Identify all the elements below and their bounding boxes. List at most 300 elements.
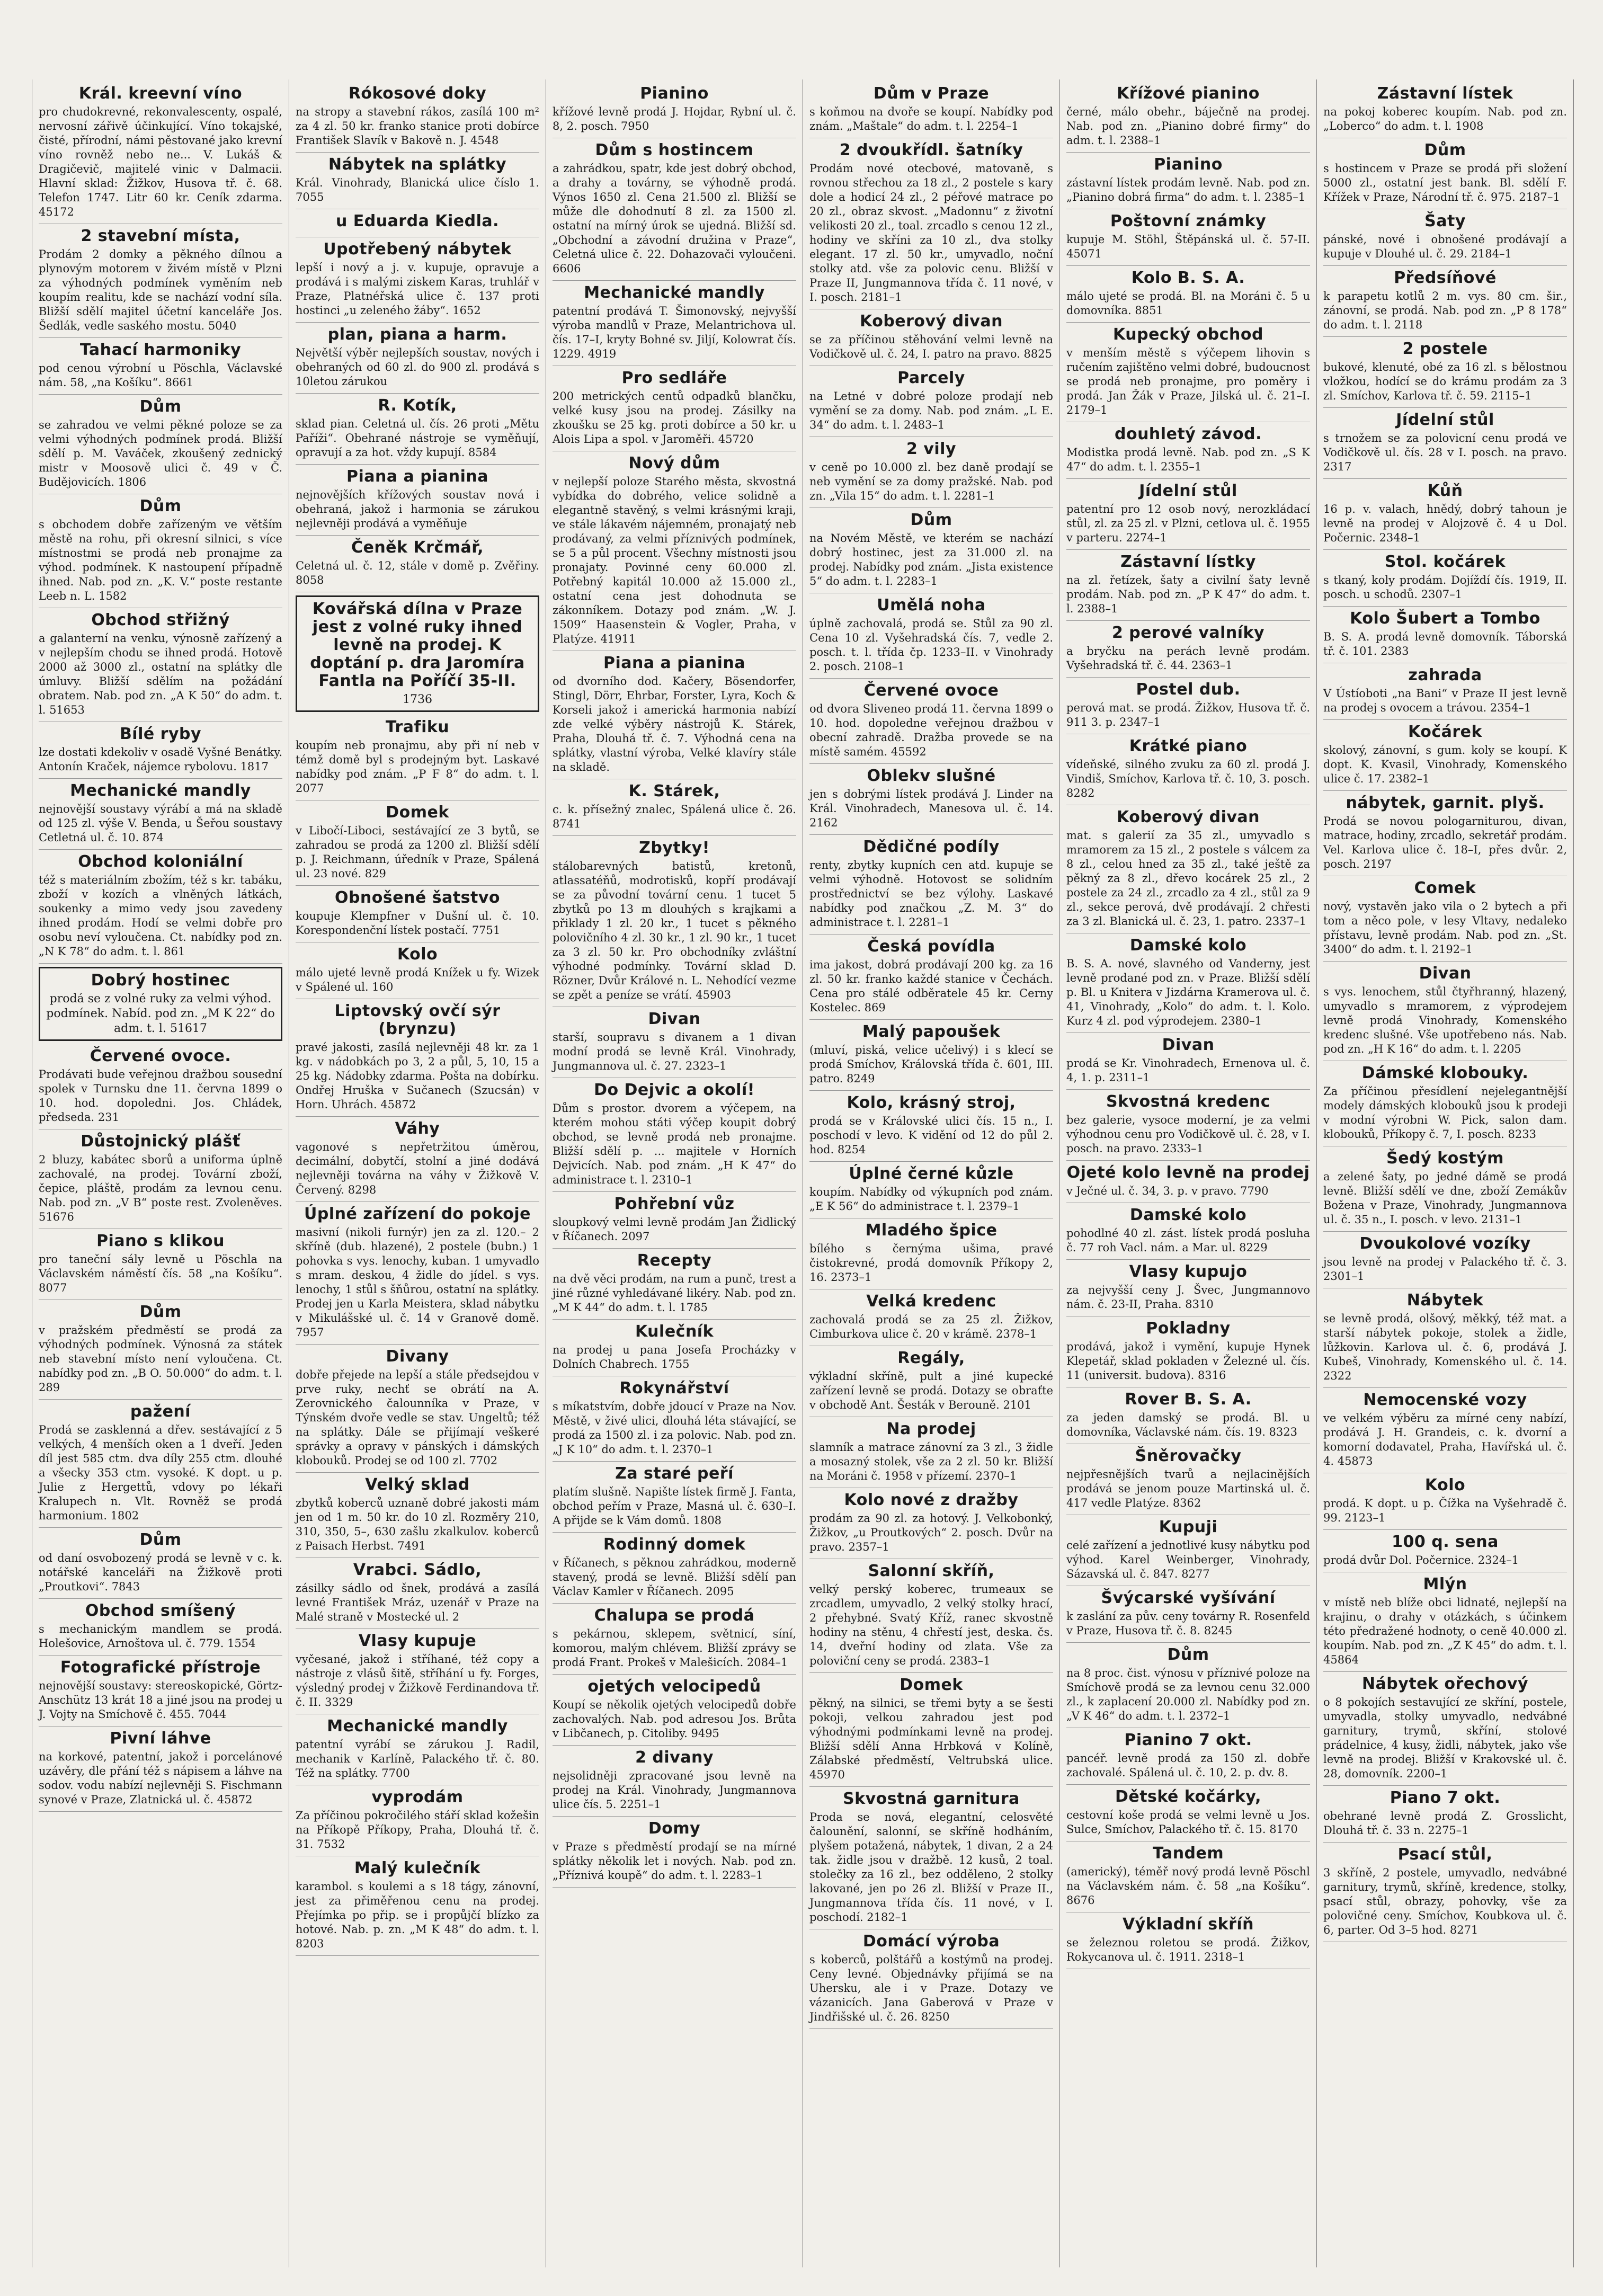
classified-ad: [809, 593, 1053, 679]
ad-heading: pažení: [130, 1402, 191, 1421]
classified-ad: [809, 679, 1053, 764]
ad-text: nejnovější soustavy výrábí a má na skladě od 125 zl. výše V. Benda, u Šeřou soustavy Cetletná ul. č. 10. 874: [39, 803, 282, 844]
ad-text: v menším městě s výčepem lihovin s ručením zajištěno velmi dobré, budoucnost se prodá neb pronajme, pro poměry i prodá. Jan Žák v Praze, Jilská ul. č. 21–I. 2179–1: [1066, 346, 1310, 416]
classified-ad: [1066, 1586, 1310, 1643]
ad-text: křížové levně prodá J. Hojdar, Rybní ul. č. 8, 2. posch. 7950: [553, 105, 796, 132]
ad-heading: Tahací harmoniky: [79, 341, 242, 359]
ad-text: lze dostati kdekoliv v osadě Vyšné Benátky. Antonín Kraček, nájemce rybolovu. 1817: [39, 746, 282, 773]
ad-heading: Vlasy kupuje: [358, 1632, 477, 1650]
ad-heading: Úplné zařízení do pokoje: [304, 1205, 531, 1223]
classified-ad: [809, 309, 1053, 366]
classified-ad: [1066, 1260, 1310, 1316]
ad-text: málo ujeté se prodá. Bl. na Moráni č. 5 u domovníka. 8851: [1066, 290, 1310, 317]
ad-text: sklad pian. Celetná ul. čís. 26 proti „Mětu Paříži“. Obehrané nástroje se vyměňují, opravují a za hot. vždy kupují. 8584: [296, 417, 539, 459]
classified-ad: [809, 1929, 1053, 2029]
ad-heading: Dobrý hostinec: [91, 971, 230, 990]
ad-heading: Divany: [386, 1347, 449, 1366]
ad-heading: Mlýn: [1423, 1575, 1467, 1594]
ad-text: patentní vyrábí se zárukou J. Radil, mechanik v Karlíně, Palackého tř. č. 80. Též na splátky. 7700: [296, 1738, 539, 1779]
ad-text: bukové, klenuté, obé za 16 zl. s bělostnou vložkou, hodící se do krámu prodám za 3 zl. Smíchov, Karlova tř. č. 59. 2115–1: [1323, 361, 1567, 402]
classified-ad: [296, 715, 539, 800]
classified-ad: [553, 138, 796, 281]
ad-text: na zl. řetízek, šaty a civilní šaty levně prodám. Nab. pod zn. „P K 47“ do adm. t. l. 2388–1: [1066, 574, 1310, 615]
classified-ad: [39, 1656, 282, 1727]
classified-ad: [296, 153, 539, 209]
classified-ad: [1066, 1203, 1310, 1260]
classified-ad: [1323, 962, 1567, 1061]
ad-heading: Kočárek: [1408, 723, 1482, 741]
ad-heading: Psací stůl,: [1397, 1845, 1493, 1864]
classified-ad: [1066, 678, 1310, 734]
classified-ad: [1066, 82, 1310, 153]
ad-text: s vys. lenochem, stůl čtyřhranný, hlazený, umyvadlo s mramorem, z výprodejem levně prodá Vinohrady, Komenského kredenc slušné. Vše upotřebeno nás. Nab. pod zn. „H K 16“ do adm. t. l. 2205: [1323, 985, 1567, 1055]
ad-heading: Jídelní stůl: [1396, 411, 1494, 429]
ad-heading: Dvoukolové vozíky: [1359, 1234, 1531, 1253]
ad-heading: 100 q. sena: [1392, 1533, 1499, 1551]
ad-text: Prodám nové otecbové, matovaně, s rovnou střechou za 18 zl., 2 postele s kary dole a hodicí 24 zl., 2 péřové matrace po 20 zl., obraz skvost. „Madonnu“ z životní velikosti 20 zl., toal. zrcadlo s cenou 12 zl., hodiny ve skříni za 10 zl., dva stolky elegant. 17 zl. 50 kr., umyvadlo, noční stolky atd. vše za polovic cenu. Bližší v Praze II, Jungmannova třída č. 11 nové, v I. posch. 2181–1: [809, 162, 1053, 304]
ad-heading: Umělá noha: [877, 596, 986, 615]
ad-heading: Dům: [139, 397, 182, 416]
classified-ad: [1323, 720, 1567, 791]
ad-text: s koňmou na dvoře se koupí. Nabídky pod znám. „Maštale“ do adm. t. l. 2254–1: [809, 105, 1053, 132]
classified-ad: [1066, 1033, 1310, 1090]
classified-ad: [1066, 1316, 1310, 1387]
ad-heading: Dámské klobouky.: [1361, 1064, 1529, 1082]
ad-heading: Divan: [1162, 1036, 1215, 1054]
ad-heading: Obnošené šatstvo: [334, 888, 501, 907]
classified-ad: [553, 1078, 796, 1192]
ad-text: nejpřesnějších tvarů a nejlacinějších prodává se jenom pouze Martinská ul. č. 417 vedle Platýze. 8362: [1066, 1468, 1310, 1509]
classified-column: [546, 79, 803, 2267]
ad-heading: Kolo: [397, 945, 438, 964]
ad-heading: zahrada: [1408, 666, 1482, 684]
ad-text: prodá se z volné ruky za velmi výhod. podmínek. Nabíd. pod zn. „M K 22“ do adm. t. l. 51617: [46, 992, 275, 1035]
classified-ad: [1323, 607, 1567, 663]
ad-text: na prodej u pana Josefa Procházky v Dolních Chabrech. 1755: [553, 1343, 796, 1371]
ad-text: na Novém Městě, ve kterém se nachází dobrý hostinec, jest za 31.000 zl. na prodej. Nabídky pod znám. „Jista existence 5“ do adm. t. l. 2283–1: [809, 532, 1053, 588]
ad-heading: Salonní skříň,: [868, 1562, 995, 1580]
classified-ad: [39, 338, 282, 395]
classified-column: [1060, 79, 1317, 2267]
classified-ad: [1066, 209, 1310, 266]
ad-heading: Zbytky!: [639, 839, 710, 857]
classified-ad: [39, 494, 282, 608]
ad-text: platím slušně. Napište lístek firmě J. Fanta, obchod peřím v Praze, Masná ul. č. 630–I. A přijde se k Vám domů. 1808: [553, 1485, 796, 1527]
ad-text: Prodám 2 domky a pěkného dílnou a plynovým motorem v živém místě v Plzni za výhodných podmínek vyměním neb koupím realitu, kde se nachází vodní síla. Bližší sdělí majitel účetní kanceláře Jos. Šedlák, vedle saského mostu. 5040: [39, 248, 282, 332]
ad-text: od daní osvobozený prodá se levně v c. k. notářské kanceláři na Žižkově proti „Proutkovi“. 7843: [39, 1552, 282, 1593]
ad-heading: Kovářská dílna v Praze jest z volné ruky ihned levně na prodej. K doptání p. dra Jaromíra Fantla na Poříčí 35-II.: [310, 600, 525, 690]
ad-heading: Kolo B. S. A.: [1131, 269, 1245, 287]
classified-ad: [296, 1629, 539, 1714]
classified-ad: [1066, 734, 1310, 805]
ad-text: Prodá se novou pologarniturou, divan, matrace, hodiny, zrcadlo, sekretář prodám. Vel. Karlova ulice č. 18–I, přes dvůr. 2, posch. 2197: [1323, 815, 1567, 870]
ad-text: stálobarevných batistů, kretonů, atlassatéňů, modrotisků, kopří prodávají se za původní tovární cenu. 1 tucet 5 zbytků po 13 m dlouhých s krajkami a přiklady 1 zl. 20 kr., 1 tucet s pěkného polovičního 4 zl. 30 kr., 1 zl. 90 kr., 1 tucet za 3 zl. 50 kr. Pro obchodníky zvláštní výhodné podmínky. Tovární sklad D. Rözner, Dvůr Králové n. L. Nehodící vezme se zpět a peníze se vrátí. 45903: [553, 860, 796, 1001]
ad-text: jsou levně na prodej v Palackého tř. č. 3. 2301–1: [1323, 1256, 1567, 1283]
ad-heading: Koberový divan: [1116, 808, 1260, 826]
ad-text: 2 bluzy, kabátec sborů a uniforma úplně zachovalé, na prodej. Tovární zboží, čepice, pláště, prodám za levnou cenu. Nab. pod zn. „V B“ poste rest. Zvoleněves. 51676: [39, 1153, 282, 1223]
ad-text: v Praze s předměstí prodají se na mírné splátky několik let i nových. Nab. pod zn. „Příznivá koupě“ do adm. t. l. 2283–1: [553, 1840, 796, 1882]
ad-heading: Skvostná kredenc: [1106, 1092, 1271, 1111]
ad-heading: Dům: [910, 511, 952, 529]
classified-ad: [296, 1558, 539, 1629]
ad-text: vyčesané, jakož i stříhané, též copy a nástroje z vlásů šitě, stříhání u fy. Forges, výsledný prodej v Žižkově Ferdinandova tř. č. II. 3329: [296, 1653, 539, 1708]
ad-heading: Regály,: [897, 1349, 965, 1367]
ad-text: pohodlné 40 zl. zást. lístek prodá posluha č. 77 roh Vacl. nám. a Mar. ul. 8229: [1066, 1227, 1310, 1254]
ad-heading: Kolo, krásný stroj,: [847, 1093, 1016, 1112]
ad-heading: Vlasy kupujo: [1129, 1262, 1248, 1281]
ad-text: v pražském předměstí se prodá za výhodných podmínek. Výnosná za státek neb stavební místo není vyloučena. Ct. nabídky pod zn. „B O. 50.000“ do adm. t. l. 289: [39, 1324, 282, 1394]
classified-ad: [809, 764, 1053, 835]
ad-text: pěkný, na silnici, se třemi byty a se šesti pokoji, velkou zahradou jest pod výhodnými podmínkami levně na prodej. Bližší sdělí Anna Hrbková v Kolíně, Zálabské předměstí, Veltrubská ulice. 45970: [809, 1697, 1053, 1781]
ad-heading: Skvostná garnitura: [843, 1790, 1020, 1808]
classified-ad: [1323, 1061, 1567, 1146]
classified-ad: [39, 395, 282, 494]
classified-column: [803, 79, 1060, 2267]
ad-heading: Obchod střižný: [91, 611, 230, 629]
classified-ad: [296, 1785, 539, 1856]
ad-text: bez galerie, vysoce moderní, je za velmi výhodnou cenu pro Vodičkově ul. č. 28, v I. posch. na pravo. 2333–1: [1066, 1114, 1310, 1155]
ad-text: na dvě věci prodám, na rum a punč, trest a jiné různé vyhledávané likéry. Nab. pod zn. „M K 44“ do adm. t. l. 1785: [553, 1272, 796, 1314]
ad-heading: R. Kotík,: [378, 396, 457, 415]
classified-ad: [296, 800, 539, 886]
ad-heading: Postel dub.: [1136, 680, 1241, 699]
ad-heading: 2 divany: [635, 1748, 714, 1767]
ad-text: na stropy a stavební rákos, zasílá 100 m² za 4 zl. 50 kr. franko stanice proti dobírce František Slavík v Bakově n. J. 4548: [296, 105, 539, 147]
classified-ad: [553, 1817, 796, 1888]
ad-heading: Červené ovoce.: [90, 1047, 231, 1065]
ad-text: zástavní lístek prodám levně. Nab. pod zn. „Pianino dobrá firma“ do adm. t. l. 2385–1: [1066, 176, 1310, 203]
classified-ad: [1323, 209, 1567, 266]
classified-ad: [1323, 1530, 1567, 1572]
ad-heading: Nový dům: [628, 454, 720, 473]
ad-text: pro chudokrevné, rekonvalescenty, ospalé, nervosní zářivě účinkující. Víno tokajské, čisté, přírodní, námi pěstované jako krevní víno rovněž nebo ne... V. Lukáš & Dragičevič, majitelé vinic v Dalmacii. Hlavní sklad: Žižkov, Husova tř. č. 68. Telefon 1747. Litr 60 kr. Ceník zdarma. 45172: [39, 105, 282, 218]
ad-text: od dvora Sliveneo prodá 11. června 1899 o 10. hod. dopoledne veřejnou dražbou v obecní zahradě. Dražba provede se na místě samém. 45592: [809, 702, 1053, 758]
classified-ad: [296, 942, 539, 999]
ad-text: a zahrádkou, spatr, kde jest dobrý obchod, a drahy a továrny, se výhodně prodá. Výnos 1650 zl. Cena 21.500 zl. Bližší se může dle dohodnutí 8 zl. za 1500 zl. ostatní na mírný úrok se ujedná. Bližší sd. „Obchodní a závodní družina v Praze“, Celetná ulice č. 22. Dohazovači vyloučeni. 6606: [553, 162, 796, 275]
ad-heading: Divan: [648, 1010, 701, 1028]
classified-ad: [809, 508, 1053, 593]
ad-text: Král. Vinohrady, Blanická ulice číslo 1. 7055: [296, 176, 539, 203]
classified-ad: [296, 394, 539, 465]
classified-ad: [1323, 1786, 1567, 1843]
ad-text: výkladní skříně, pult a jiné kupecké zařízení levně se prodá. Dotazy se obraťte v obchodě Ant. Šesták v Berouně. 2101: [809, 1370, 1053, 1411]
ad-text: na Letné v dobré poloze prodají neb vymění se za domy. Nab. pod znám. „L E. 34“ do adm. t. l. 2483–1: [809, 390, 1053, 431]
ad-heading: Liptovský ovčí sýr (brynzu): [334, 1002, 501, 1038]
ad-text: s hostincem v Praze se prodá při složení 5000 zl., ostatní jest bank. Bl. sdělí F. Křížek v Praze, Národní tř. č. 975. 2187–1: [1323, 162, 1567, 203]
ad-heading: Nábytek na splátky: [328, 155, 507, 174]
ad-text: vagonové s nepřetržitou úměrou, decimální, dobytčí, stolní a jiné dodává nejlevněji továrna na váhy v Žižkově V. Červený. 8298: [296, 1141, 539, 1196]
classified-ad: [1066, 1785, 1310, 1841]
ad-heading: Vrabci. Sádlo,: [353, 1561, 482, 1579]
ad-text: a bryčku na perách levně prodám. Vyšehradská tř. č. 44. 2363–1: [1066, 645, 1310, 672]
ad-text: pancéř. levně prodá za 150 zl. dobře zachovalé. Spálená ul. č. 10, 2. p. dv. 8.: [1066, 1752, 1310, 1779]
ad-heading: Dům s hostincem: [595, 141, 754, 159]
ad-text: s mechanickým mandlem se prodá. Holešovice, Arnoštova ul. č. 779. 1554: [39, 1623, 282, 1650]
classified-ad: [1066, 153, 1310, 209]
ad-text: prodá se Kr. Vinohradech, Ernenova ul. č. 4, 1. p. 2311–1: [1066, 1057, 1310, 1084]
ad-heading: Piano s klikou: [96, 1232, 225, 1250]
ad-heading: Kupuji: [1159, 1518, 1218, 1536]
classified-ad: [1066, 422, 1310, 479]
ad-text: dobře přejede na lepší a stále předsejdou v prve ruky, nechť se obrátí na A. Zerovnického čalounníka v Praze, v Týnském dvoře vedle se stav. Ungeltů; též na splátky. Dále se přijímají veškeré správky a opravy v pánských i dámských klobouků. Prodej se od 100 zl. 7702: [296, 1368, 539, 1467]
classified-ad: [296, 1202, 539, 1345]
classified-ad: [39, 1229, 282, 1300]
classified-ad: [1066, 621, 1310, 678]
classified-ad: [1323, 791, 1567, 876]
classified-ad: [1066, 1387, 1310, 1444]
ad-text: prodá. K dopt. u p. Čížka na Vyšehradě č. 99. 2123–1: [1323, 1497, 1567, 1524]
classified-ad: [553, 1249, 796, 1320]
classified-ad: [553, 366, 796, 451]
classified-ad: [39, 967, 282, 1041]
classified-ad: [296, 595, 539, 712]
ad-heading: 2 postele: [1402, 340, 1488, 358]
ad-heading: Šedý kostým: [1386, 1149, 1504, 1168]
ad-heading: Piana a pianina: [346, 467, 488, 486]
classified-ad: [553, 1320, 796, 1376]
classified-ad: [1323, 337, 1567, 408]
ad-heading: Křížové pianino: [1117, 84, 1260, 103]
ad-heading: Jídelní stůl: [1139, 482, 1237, 500]
ad-heading: Nábytek ořechový: [1361, 1675, 1529, 1693]
ad-text: s tkaný, koly prodám. Dojíždí čís. 1919, II. posch. u schodů. 2307–1: [1323, 574, 1567, 601]
classified-ad: [553, 1746, 796, 1817]
classified-ad: [296, 237, 539, 323]
classified-ad: [39, 1599, 282, 1656]
classified-ad: [39, 850, 282, 964]
classified-ad: [1066, 550, 1310, 621]
classified-ad: [39, 224, 282, 338]
ad-heading: Pohřební vůz: [614, 1195, 735, 1213]
classified-ad: [1323, 1843, 1567, 1942]
ad-text: pánské, nové i obnošené prodávají a kupuje v Dlouhé ul. č. 29. 2184–1: [1323, 233, 1567, 260]
ad-heading: Pro sedláře: [621, 369, 727, 387]
ad-text: Modistka prodá levně. Nab. pod zn. „S K 47“ do adm. t. l. 2355–1: [1066, 446, 1310, 473]
ad-heading: Rodinný domek: [603, 1535, 746, 1554]
ad-heading: 2 perové valníky: [1111, 624, 1265, 642]
ad-heading: Pianino 7 okt.: [1124, 1731, 1252, 1749]
classified-ad: [1323, 1473, 1567, 1530]
ad-text: prodává, jakož i vymění, kupuje Hynek Klepetář, sklad pokladen v Železné ul. čís. 11 (universit. budova). 8316: [1066, 1340, 1310, 1382]
classified-ad: [553, 1604, 796, 1675]
ad-text: v Libočí-Liboci, sestávající ze 3 bytů, se zahradou se prodá za 1200 zl. Bližší sdělí p. J. Reichmann, úředník v Praze, Spálená ul. 23 nové. 829: [296, 824, 539, 880]
classified-ad: [1323, 550, 1567, 607]
ad-text: (americký), téměř nový prodá levně Pöschl na Václavském nám. č. 58 „na Košíku“. 8676: [1066, 1865, 1310, 1907]
ad-text: v nejlepší poloze Starého města, skvostná vybídka do dobrého, velice solidně a elegantně stavěný, s velmi krásnými kraji, ve stále lákavém nájemném, pronajatý neb prodávaný, za velmi příznivých podmínek, se 5 a půl procent. Všechny místnosti jsou pronajaty. Povinné ceny 60.000 zl. Potřebný kapitál 10.000 až 15.000 zl., ostatní cena jest dohodnuta se zákonníkem. Dotazy pod znám. „W. J. 1509“ Haasenstein & Vogler, Praha, v Platýze. 41911: [553, 475, 796, 645]
ad-heading: Pokladny: [1146, 1319, 1231, 1338]
ad-text: od dvorního dod. Kačery, Bösendorfer, Stingl, Dörr, Ehrbar, Forster, Lyra, Koch & Korseli jakož i americká harmonia nabízí zde velké výběry nástrojů K. Stárek, Praha, Dlouhá tř. č. 7. Výhodná cena na splátky, vlastní výroba, Velké klavíry stále na skladě.: [553, 675, 796, 773]
ad-heading: douhletý závod.: [1114, 425, 1262, 443]
ad-text: k parapetu kotlů 2 m. vys. 80 cm. šir., zánovní, se prodá. Nab. pod zn. „P 8 178“ do adm. t. l. 2118: [1323, 290, 1567, 331]
classified-column: [289, 79, 546, 2267]
ad-heading: Předsíňové: [1394, 269, 1497, 287]
ad-heading: Pivní láhve: [110, 1729, 211, 1748]
ad-text: Prodávati bude veřejnou dražbou sousední spolek v Turnsku dne 11. června 1899 o 10. hod. dopoledni. Jos. Chládek, předseda. 231: [39, 1068, 282, 1124]
classified-ad: [39, 1400, 282, 1528]
ad-heading: Mechanické mandly: [327, 1717, 508, 1736]
ad-text: patentní pro 12 osob nový, nerozkládací stůl, zl. za 25 zl. v Plzni, cetlova ul. č. 1955 v parteru. 2274–1: [1066, 503, 1310, 544]
classified-ad: [296, 1856, 539, 1956]
classified-ad: [1066, 1444, 1310, 1515]
classified-ad: [1323, 663, 1567, 720]
ad-text: Proda se nová, elegantní, celosvěté čalounění, salonní, se skříně hodháním, plyšem potažená, nábytek, 1 divan, 2 a 24 tak. židle jsou v dražbě. 12 kusů, 2 toal. stolečky za 16 zl., bez odděleno, 2 stolky lakované, jen po 26 zl. Bližší v Praze II., Jungmannova třída čís. 11 nové, v I. poschodí. 2182–1: [809, 1811, 1053, 1924]
ad-text: se za příčinou stěhování velmi levně na Vodičkově ul. č. 24, I. patro na pravo. 8825: [809, 333, 1053, 360]
classified-ad: [39, 608, 282, 722]
ad-heading: nábytek, garnit. plyš.: [1346, 794, 1545, 812]
classified-ad: [1066, 1841, 1310, 1912]
classified-ad: [296, 209, 539, 237]
classified-ad: [809, 1162, 1053, 1218]
ad-heading: Kůň: [1427, 482, 1463, 500]
ad-heading: Král. kreevní víno: [78, 84, 243, 103]
ad-text: nejsolidněji zpracované jsou levně na prodej na Král. Vinohrady, Jungmannova ulice čís. 5. 2251–1: [553, 1769, 796, 1811]
classified-ad: [809, 1091, 1053, 1162]
classified-ad: [809, 835, 1053, 935]
ad-text: 200 metrických centů odpadků blančku, velké kusy jsou na prodej. Zásilky na zkoušku se 25 kg. proti dobírce a 50 kr. u Alois Lipa a spol. v Jaroměři. 45720: [553, 390, 796, 446]
classified-ad: [1323, 1288, 1567, 1388]
ad-text: se levně prodá, olšový, měkký, též mat. a starší nábytek pokoje, stolek a židle, lůžkovin. Karlova ul. č. 6, prodává J. Kubeš, Vinohrady, Komenského ul. č. 14. 2322: [1323, 1312, 1567, 1382]
ad-text: za nejvyšší ceny J. Švec, Jungmannovo nám. č. 23-II, Praha. 8310: [1066, 1284, 1310, 1311]
ad-text: k zaslání za pův. ceny továrny R. Rosenfeld v Praze, Husova tř. č. 8. 8245: [1066, 1610, 1310, 1637]
ad-heading: Velká kredenc: [866, 1292, 996, 1311]
ad-text: 1736: [403, 693, 432, 706]
ad-text: Dům s prostor. dvorem a výčepem, na kterém mohou státi výčep koupit dobrý obchod, se levně prodá neb pronajme. Bližší sdělí p. ... majitele v Horních Dejvicích. Nab. pod znám. „H K 47“ do administrace t. l. 2310–1: [553, 1102, 796, 1186]
ad-heading: Krátké piano: [1129, 737, 1248, 755]
ad-heading: Česká povídla: [867, 937, 995, 956]
ad-heading: Nemocenské vozy: [1363, 1391, 1527, 1409]
classified-ad: [1323, 479, 1567, 550]
classified-ad: [1323, 876, 1567, 962]
ad-heading: Důstojnický plášť: [81, 1132, 241, 1151]
ad-heading: Váhy: [395, 1119, 440, 1138]
classified-ad: [39, 1129, 282, 1229]
ad-heading: Tandem: [1152, 1844, 1224, 1863]
ad-heading: 2 dvoukřídl. šatníky: [839, 141, 1023, 159]
classified-ad: [1066, 933, 1310, 1033]
ad-text: celé zařízení a jednotlivé kusy nábytku pod výhod. Karel Weinberger, Vinohrady, Sázavská ul. č. 847. 8277: [1066, 1539, 1310, 1580]
ad-heading: Dům: [139, 1303, 182, 1321]
ad-heading: Domek: [386, 803, 449, 822]
ad-text: zásilky sádlo od šnek, prodává a zasílá levné František Mráz, uzenář v Praze na Malé straně v Mostecké ul. 2: [296, 1582, 539, 1623]
ad-text: pravé jakosti, zasílá nejlevněji 48 kr. za 1 kg. v nádobkách po 3, 2 a půl, 5, 10, 15 a 25 kg. Nádobky zdarma. Pošta na dobírku. Ondřej Hruška v Sučanech (Szucsán) v Horn. Uhrách. 45872: [296, 1041, 539, 1111]
ad-heading: Mladého špice: [865, 1221, 998, 1240]
ad-heading: Domy: [648, 1819, 701, 1838]
classified-ad: [1323, 82, 1567, 138]
ad-text: zachovalá prodá se za 25 zl. Žižkov, Cimburkova ulice č. 20 v krámě. 2378–1: [809, 1313, 1053, 1340]
ad-heading: Švýcarské vyšívání: [1101, 1589, 1276, 1607]
classified-ad: [553, 1192, 796, 1249]
ad-heading: Trafiku: [385, 718, 450, 736]
classified-ad: [1323, 408, 1567, 479]
classified-ad: [1323, 138, 1567, 209]
classified-ad: [296, 323, 539, 394]
ad-text: V Ústíoboti „na Bani“ v Praze II jest levně na prodej s ovocem a trávou. 2354–1: [1323, 687, 1567, 714]
ad-text: 3 skříně, 2 postele, umyvadlo, nedvábné garnitury, trymů, skříně, kredence, stolky, psací stůl, obrazy, pohovky, vše za polovičné ceny. Smíchov, Koubkova ul. č. 6, parter. Od 3–5 hod. 8271: [1323, 1866, 1567, 1936]
ad-heading: Piana a pianina: [603, 654, 745, 672]
ad-text: Celetná ul. č. 12, stále v domě p. Zvěřiny. 8058: [296, 559, 539, 586]
classified-ad: [1323, 266, 1567, 337]
classified-column: [32, 79, 289, 2267]
ad-text: prodám za 90 zl. za hotový. J. Velkobonký, Žižkov, „u Proutkových“ 2. posch. Dvůr na pravo. 2357–1: [809, 1512, 1053, 1553]
ad-text: za jeden damský se prodá. Bl. u domovníka, Václavské nám. čís. 19. 8323: [1066, 1411, 1310, 1438]
ad-text: v ceně po 10.000 zl. bez daně prodají se neb vymění se za domy pražské. Nab. pod zn. „Vila 15“ do adm. t. l. 2281–1: [809, 461, 1053, 502]
ad-heading: Kolo Šubert a Tombo: [1350, 609, 1540, 628]
ad-heading: Malý papoušek: [862, 1022, 1001, 1041]
ad-text: málo ujeté levně prodá Knížek u fy. Wizek v Spálené ul. 160: [296, 966, 539, 993]
classified-ad: [296, 82, 539, 153]
ad-text: se železnou roletou se prodá. Žižkov, Rokycanova ul. č. 1911. 2318–1: [1066, 1936, 1310, 1963]
classified-ad: [553, 281, 796, 366]
classified-ad: [809, 82, 1053, 138]
ad-text: perová mat. se prodá. Žižkov, Husova tř. č. 911 3. p. 2347–1: [1066, 701, 1310, 728]
ad-text: a zelené šaty, po jedné dámě se prodá levně. Bližší sdělí ve dne, zboží Zemákův Božena v Praze, Vinohrady, Jungmannova ul. č. 35 n., I. posch. v levo. 2131–1: [1323, 1170, 1567, 1226]
classified-ad: [809, 1289, 1053, 1346]
ad-heading: Do Dejvic a okolí!: [594, 1081, 755, 1099]
ad-text: na pokoj koberec koupím. Nab. pod zn. „Loberco“ do adm. t. l. 1908: [1323, 105, 1567, 132]
ad-heading: Parcely: [897, 369, 965, 387]
ad-heading: Čeněk Krčmář,: [351, 538, 484, 557]
ad-heading: K. Stárek,: [628, 782, 720, 800]
ad-text: s obchodem dobře zařízeným ve větším městě na rohu, při okresní silnici, s více místnostmi se prodá neb pronajme za výhod. podmínek. K nastoupení případně ihned. Nab. pod zn. „K. V.“ poste restante Leeb n. L. 1582: [39, 518, 282, 602]
ad-heading: 2 stavební místa,: [81, 227, 241, 245]
ad-heading: u Eduarda Kiedla.: [335, 212, 500, 230]
classified-ad: [553, 451, 796, 651]
classified-ad: [39, 722, 282, 779]
classified-ad: [39, 779, 282, 850]
ad-text: velký perský koberec, trumeaux se zrcadlem, umyvadlo, 2 velký stolky hrací, 2 přehybné. Svatý Kříž, ranec skvostně hodiny na stěnu, 4 chřestí jest, deska. čs. 14, dveřní hodiny od zlata. Vše za poloviční ceny se prodá. 2383–1: [809, 1583, 1053, 1667]
ad-text: s míkatstvím, dobře jdoucí v Praze na Nov. Městě, v živé ulici, dlouhá léta stávající, se prodá za 1500 zl. i za polovic. Nab. pod zn. „J K 10“ do adm. t. l. 2370–1: [553, 1400, 796, 1456]
ad-heading: Piano 7 okt.: [1390, 1788, 1501, 1807]
classified-ad: [296, 1345, 539, 1473]
ad-heading: Úplné černé kůzle: [849, 1164, 1014, 1183]
classified-ad: [1066, 1515, 1310, 1586]
ad-text: sloupkový velmi levně prodám Jan Židlický v Říčanech. 2097: [553, 1216, 796, 1243]
ad-heading: Pianino: [1154, 155, 1223, 174]
classified-ad: [296, 886, 539, 942]
classified-ad: [1066, 1912, 1310, 1969]
ad-text: (mluví, piská, velice učelivý) i s klecí se prodá Smíchov, Královská třída č. 601, III. patro. 8249: [809, 1044, 1053, 1085]
ad-heading: Mechanické mandly: [70, 781, 251, 800]
ad-text: vídeňské, silného zvuku za 60 zl. prodá J. Vindiš, Smíchov, Karlova tř. č. 10, 3. posch. 8282: [1066, 758, 1310, 799]
classified-ad: [553, 836, 796, 1007]
classified-ad: [1066, 479, 1310, 550]
ad-text: na korkové, patentní, jakož i porcelánové uzávěry, dle přání též s nápisem a láhve na sodov. vodu nabízí nejlevněji S. Fischmann synové v Praze, Zlatnická ul. č. 45872: [39, 1750, 282, 1806]
classified-ad: [809, 1218, 1053, 1289]
ad-heading: Damské kolo: [1129, 1206, 1247, 1224]
ad-text: skolový, zánovní, s gum. koly se koupí. K dopt. K. Kvasil, Vinohrady, Komenského ulice č. 17. 2382–1: [1323, 744, 1567, 785]
classified-ad: [39, 82, 282, 224]
classified-ad: [809, 1673, 1053, 1787]
ad-heading: Pianino: [640, 84, 709, 103]
ad-text: koupím neb pronajmu, aby při ní neb v témž domě byl s prodejným byt. Laskavé nabídky pod znám. „P F 8“ do adm. t. l. 2077: [296, 739, 539, 795]
classified-ad: [39, 1300, 282, 1400]
newspaper-page: [32, 79, 1574, 2267]
ad-text: Koupí se několik ojetých velocipedů dobře zachovalých. Nab. pod adresou Jos. Brůta v Libčanech, p. Citoliby. 9495: [553, 1698, 796, 1740]
classified-ad: [809, 366, 1053, 437]
ad-heading: Ojeté kolo levně na prodej: [1066, 1163, 1310, 1182]
ad-text: B. S. A. nové, slavného od Vanderny, jest levně prodané pod zn. v Praze. Bližší sdělí p. Bl. u Knitera v Jizdárna Kramerova ul. č. 41, Vinohrady, „Kolo“ do adm. t. l. Kolo. Kurz 4 zl. pod výprodejem. 2380–1: [1066, 957, 1310, 1027]
classified-ad: [296, 1117, 539, 1202]
ad-text: masivní (nikoli furnýr) jen za zl. 120.– 2 skříně (dub. hlazené), 2 postele (bubn.) 1 pohovka s vys. lenochy, kuban. 1 umyvadlo s mram. deskou, 4 židle do jídel. s vys. lenochy, 1 stůl s šňůrou, ostatní na splátky. Prodej jen u Karla Meistera, sklad nábytku v Mikulášské ul. č. 14 v Granově domě. 7957: [296, 1226, 539, 1339]
ad-text: se zahradou ve velmi pěkné poloze se za velmi výhodných podmínek prodá. Bližší sdělí p. M. Vaváček, zkoušený zednický mistr v Moosově ulici č. 49 v Č. Budějovicích. 1806: [39, 419, 282, 488]
ad-heading: Bílé ryby: [119, 725, 202, 743]
ad-text: B. S. A. prodá levně domovník. Táborská tř. č. 101. 2383: [1323, 630, 1567, 657]
ad-heading: Zástavní lístky: [1120, 553, 1256, 571]
classified-ad: [39, 1727, 282, 1812]
ad-text: nejnovějších křížových soustav nová i obehraná, jakož i harmonia se zárukou nejlevněji prodává a vyměňuje: [296, 488, 539, 530]
classified-ad: [296, 999, 539, 1117]
classified-ad: [809, 437, 1053, 508]
